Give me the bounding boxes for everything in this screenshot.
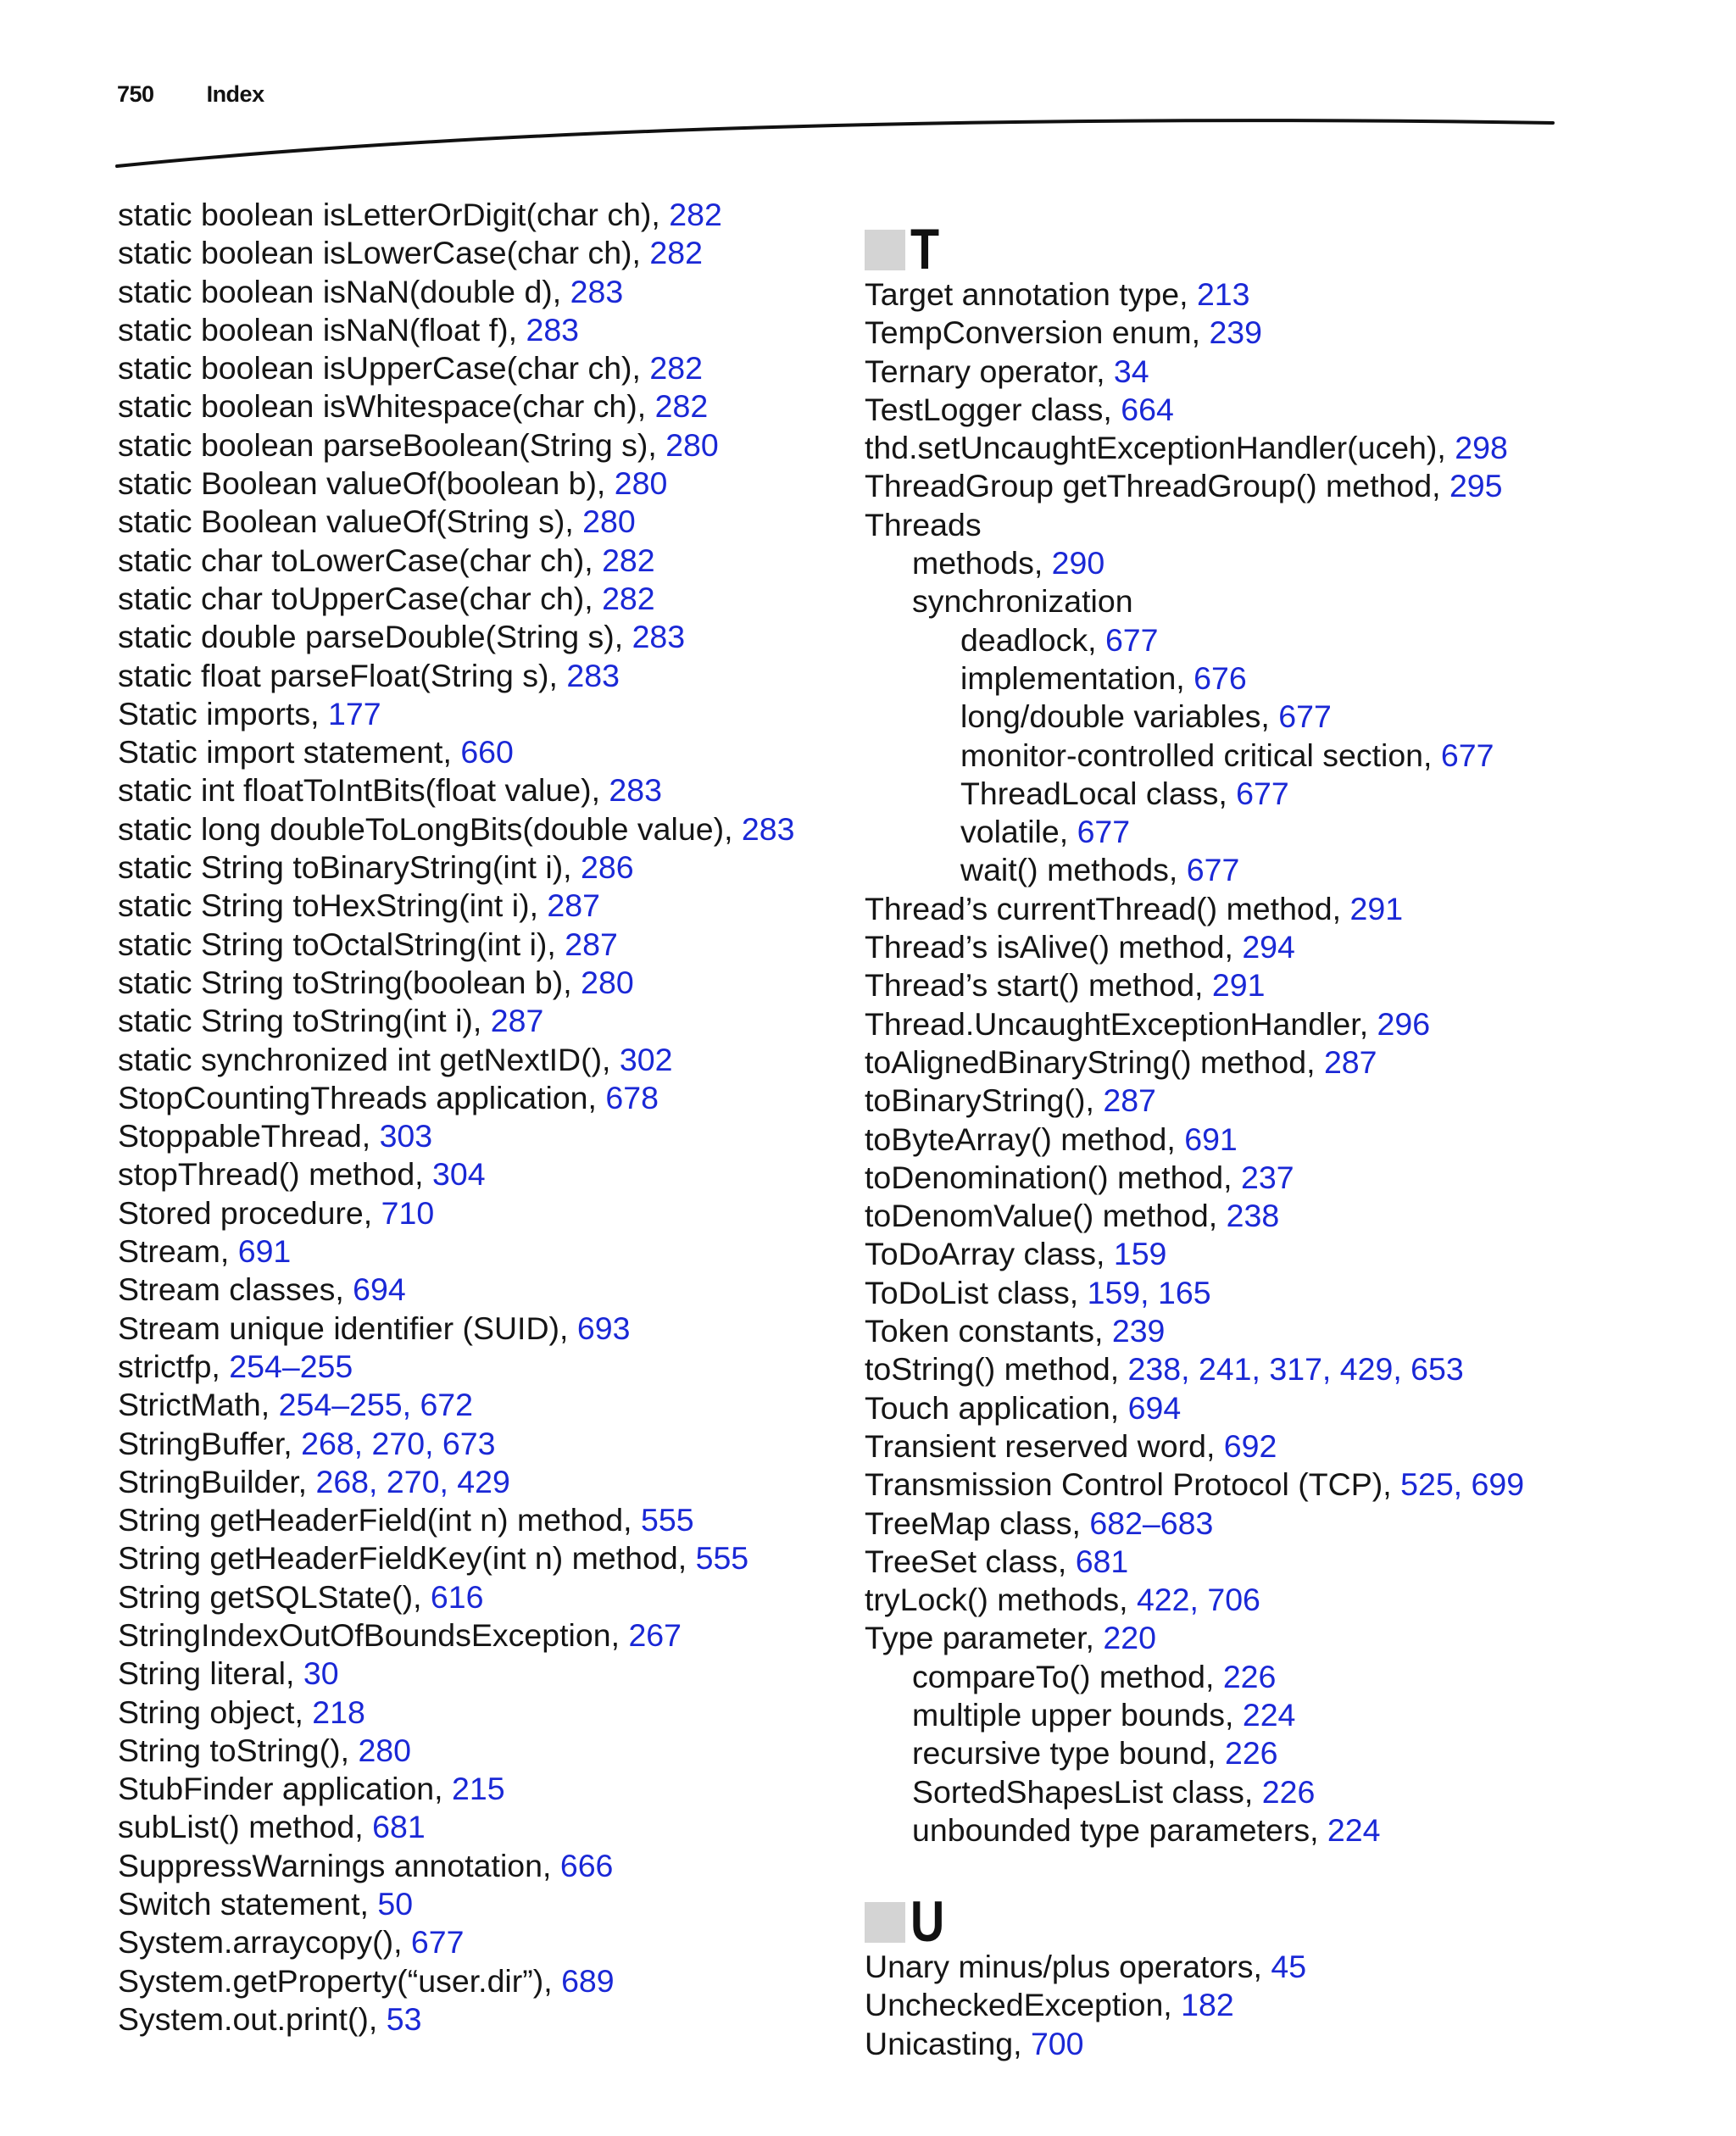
page-reference-link[interactable]: 53 [386, 2000, 422, 2037]
index-entry [118, 695, 847, 733]
index-term: SortedShapesList class, [912, 1773, 1262, 1810]
index-entry [865, 1466, 1628, 1504]
page-reference-link[interactable]: 268, 270, 673 [301, 1425, 496, 1461]
section-letter-u: U [910, 1889, 945, 1955]
index-term: TreeMap class, [865, 1505, 1090, 1541]
index-term: Thread’s currentThread() method, [865, 890, 1350, 926]
index-term: Static import statement, [118, 734, 461, 770]
page-reference-link[interactable]: 237 [1240, 1159, 1294, 1195]
page-reference-link[interactable]: 282 [649, 350, 703, 387]
index-entry [865, 1505, 1628, 1543]
index-entry [865, 621, 1628, 659]
index-term: wait() methods, [960, 852, 1187, 888]
index-entry [865, 1197, 1628, 1235]
page-reference-link[interactable]: 294 [1242, 929, 1295, 965]
index-entry [865, 1696, 1628, 1734]
index-entry [118, 1463, 847, 1501]
page-reference-link[interactable]: 282 [649, 235, 703, 271]
index-entry [118, 387, 847, 426]
page-reference-link[interactable]: 238 [1226, 1198, 1280, 1234]
index-entry [865, 890, 1628, 928]
page-reference-link[interactable]: 681 [1075, 1543, 1129, 1579]
index-entry [118, 1885, 847, 1923]
index-entry [118, 1847, 847, 1885]
index-entry [865, 1581, 1628, 1619]
index-term: subList() method, [118, 1809, 373, 1845]
index-column-right [865, 196, 1628, 2063]
page-reference-link[interactable]: 254–255 [229, 1348, 353, 1384]
index-term: long/double variables, [960, 698, 1279, 735]
page-reference-link[interactable]: 287 [490, 1003, 544, 1039]
page-reference-link[interactable]: 218 [312, 1694, 365, 1730]
page-reference-link[interactable]: 422, 706 [1136, 1582, 1260, 1618]
index-entry [118, 1425, 847, 1463]
page-reference-link[interactable]: 525, 699 [1400, 1466, 1525, 1503]
page-number: 750 [117, 81, 154, 107]
page-reference-link[interactable]: 693 [576, 1310, 631, 1346]
index-entry [865, 1773, 1628, 1811]
index-entry [118, 503, 847, 541]
page-reference-link[interactable]: 677 [410, 1924, 465, 1961]
index-entry [865, 1005, 1628, 1043]
page-reference-link[interactable]: 283 [741, 810, 795, 847]
index-term: static String toString(int i), [118, 1003, 491, 1039]
section-gap [865, 1850, 1628, 1873]
index-term: deadlock, [960, 621, 1105, 658]
index-entry [118, 848, 847, 887]
index-entry [118, 1962, 847, 2000]
page-reference-link[interactable]: 677 [1236, 775, 1289, 811]
index-entry [118, 311, 847, 349]
index-term: volatile, [960, 814, 1077, 850]
page-reference-link[interactable]: 692 [1223, 1427, 1277, 1464]
index-term: Unicasting, [865, 2025, 1031, 2061]
page-reference-link[interactable]: 691 [237, 1233, 292, 1270]
index-entry [118, 1310, 847, 1348]
index-term: ThreadLocal class, [960, 775, 1237, 811]
index-term: Ternary operator, [865, 353, 1114, 389]
page-reference-link[interactable]: 296 [1377, 1005, 1431, 1042]
index-entry [865, 353, 1628, 391]
index-entry [865, 582, 1628, 620]
index-entry [865, 1235, 1628, 1273]
index-term: methods, [912, 545, 1052, 581]
index-term: UncheckedException, [865, 1987, 1182, 2023]
index-term: Unary minus/plus operators, [865, 1949, 1271, 1985]
index-entry [865, 966, 1628, 1004]
index-entry [118, 273, 847, 311]
index-term: synchronization [912, 583, 1133, 620]
index-term: ToDoArray class, [865, 1236, 1114, 1272]
page-reference-link[interactable]: 283 [632, 619, 686, 655]
index-entry [118, 618, 847, 656]
index-entry [118, 1041, 847, 1079]
index-term: TestLogger class, [865, 391, 1121, 427]
page-reference-link[interactable]: 238, 241, 317, 429, 653 [1127, 1351, 1464, 1388]
index-term: static int floatToIntBits(float value), [118, 772, 609, 809]
page-reference-link[interactable]: 282 [602, 542, 655, 578]
section-title: Index [206, 81, 264, 107]
page-reference-link[interactable]: 213 [1196, 276, 1250, 312]
index-entry [865, 1159, 1628, 1197]
index-term: String getHeaderField(int n) method, [118, 1502, 641, 1538]
index-entry [865, 2025, 1628, 2063]
index-entry [865, 1986, 1628, 2024]
index-term: static Boolean valueOf(String s), [118, 503, 583, 540]
index-term: StringBuilder, [118, 1463, 316, 1499]
index-term: static Boolean valueOf(boolean b), [118, 465, 615, 502]
index-term: ThreadGroup getThreadGroup() method, [865, 468, 1449, 504]
page-reference-link[interactable]: 304 [432, 1156, 486, 1193]
index-term: static boolean isWhitespace(char ch), [118, 388, 655, 425]
index-entry [118, 771, 847, 809]
index-term: Switch statement, [118, 1886, 378, 1922]
page-reference-link[interactable]: 689 [561, 1962, 615, 1999]
page-reference-link[interactable]: 302 [619, 1041, 673, 1077]
index-entry [118, 1271, 847, 1309]
index-entry [118, 580, 847, 618]
page-reference-link[interactable]: 282 [602, 580, 655, 616]
index-entry [118, 1770, 847, 1808]
index-term: static double parseDouble(String s), [118, 619, 632, 655]
index-term: monitor-controlled critical section, [960, 737, 1441, 773]
index-term: Target annotation type, [865, 276, 1197, 312]
index-entry [865, 737, 1628, 775]
index-term: recursive type bound, [912, 1735, 1225, 1772]
index-entry [865, 275, 1628, 314]
index-entry [865, 928, 1628, 966]
index-term: StoppableThread, [118, 1118, 380, 1154]
page-reference-link[interactable]: 664 [1121, 391, 1174, 427]
index-term: toByteArray() method, [865, 1121, 1185, 1157]
index-entry [118, 887, 847, 925]
index-term: String literal, [118, 1655, 303, 1692]
index-term: thd.setUncaughtExceptionHandler(uceh), [865, 430, 1455, 466]
index-term: static boolean isNaN(float f), [118, 311, 526, 348]
page-reference-link[interactable]: 282 [669, 197, 722, 232]
index-term: Stream unique identifier (SUID), [118, 1310, 577, 1346]
page-reference-link[interactable]: 287 [547, 887, 600, 924]
index-entry [865, 1948, 1628, 1986]
index-entry [118, 810, 847, 848]
page-reference-link[interactable]: 177 [327, 695, 381, 731]
index-term: System.getProperty(“user.dir”), [118, 1962, 562, 1999]
index-entry [118, 1386, 847, 1424]
page-reference-link[interactable]: 700 [1030, 2025, 1084, 2061]
index-term: static boolean isUpperCase(char ch), [118, 350, 650, 387]
index-term: String toString(), [118, 1732, 359, 1768]
section-marker-box [865, 1902, 905, 1943]
index-term: compareTo() method, [912, 1658, 1223, 1694]
index-entry [118, 1348, 847, 1386]
index-term: static String toString(boolean b), [118, 964, 581, 1000]
index-entry [865, 1350, 1628, 1388]
index-entry [118, 1539, 847, 1577]
index-term: toString() method, [865, 1351, 1128, 1388]
index-term: static synchronized int getNextID(), [118, 1041, 620, 1077]
page-reference-link[interactable]: 290 [1051, 545, 1105, 581]
index-entry [865, 775, 1628, 813]
index-entry [865, 1043, 1628, 1082]
page-reference-link[interactable]: 159, 165 [1087, 1274, 1211, 1310]
index-term: String getHeaderFieldKey(int n) method, [118, 1540, 696, 1577]
page-reference-link[interactable]: 555 [640, 1502, 694, 1538]
page-reference-link[interactable]: 283 [609, 772, 662, 809]
page-reference-link[interactable]: 555 [695, 1540, 749, 1577]
index-entry [865, 1658, 1628, 1696]
index-term: Thread.UncaughtExceptionHandler, [865, 1005, 1377, 1042]
index-entry [865, 1427, 1628, 1466]
index-term: static char toLowerCase(char ch), [118, 542, 603, 578]
index-entry [118, 2000, 847, 2039]
page-reference-link[interactable]: 677 [1186, 852, 1240, 888]
page-reference-link[interactable]: 280 [614, 465, 668, 502]
index-entry [865, 1811, 1628, 1850]
index-entry [118, 1002, 847, 1040]
index-entry [865, 659, 1628, 698]
index-term: Thread’s isAlive() method, [865, 929, 1243, 965]
index-term: StubFinder application, [118, 1771, 452, 1807]
index-term: String object, [118, 1694, 313, 1730]
index-column-left [118, 196, 847, 2039]
page-reference-link[interactable]: 182 [1181, 1987, 1234, 2023]
index-entry [865, 813, 1628, 851]
index-entry [118, 1694, 847, 1732]
index-entry [118, 542, 847, 580]
index-entry [865, 1274, 1628, 1312]
index-term: static boolean isNaN(double d), [118, 273, 570, 309]
index-term: toDenomination() method, [865, 1159, 1241, 1195]
index-term: Thread’s start() method, [865, 967, 1212, 1004]
index-term: TreeSet class, [865, 1543, 1076, 1579]
index-term: static String toBinaryString(int i), [118, 849, 581, 886]
index-entry [118, 733, 847, 771]
page-reference-link[interactable]: 676 [1194, 659, 1247, 696]
page-reference-link[interactable]: 267 [628, 1616, 682, 1653]
index-entry [118, 1501, 847, 1539]
page-reference-link[interactable]: 226 [1224, 1735, 1278, 1772]
page-reference-link[interactable]: 660 [460, 734, 514, 770]
page-reference-link[interactable]: 30 [303, 1655, 339, 1692]
index-term: Static imports, [118, 695, 328, 731]
page-reference-link[interactable]: 254–255, 672 [278, 1387, 474, 1423]
page-reference-link[interactable]: 666 [559, 1847, 614, 1883]
index-entry [118, 1232, 847, 1271]
page-reference-link[interactable]: 224 [1327, 1811, 1381, 1848]
section-heading-t [865, 201, 1628, 281]
page-reference-link[interactable]: 677 [1278, 698, 1332, 735]
page-reference-link[interactable]: 226 [1261, 1773, 1316, 1810]
page-reference-link[interactable]: 677 [1440, 737, 1494, 773]
page-reference-link[interactable]: 298 [1455, 430, 1508, 466]
page-reference-link[interactable]: 286 [581, 849, 634, 886]
index-term: unbounded type parameters, [912, 1811, 1327, 1848]
index-term: implementation, [960, 659, 1194, 696]
index-entry [118, 1155, 847, 1193]
index-term: Type parameter, [865, 1620, 1104, 1656]
index-entry [865, 1082, 1628, 1120]
index-term: static String toOctalString(int i), [118, 926, 565, 962]
index-term: ToDoList class, [865, 1274, 1088, 1310]
index-entry [118, 1655, 847, 1693]
index-term: StringIndexOutOfBoundsException, [118, 1616, 629, 1653]
index-entry [865, 1543, 1628, 1581]
index-entry [865, 429, 1628, 467]
page-reference-link[interactable]: 215 [452, 1771, 505, 1807]
page-reference-link[interactable]: 283 [570, 273, 624, 309]
page-reference-link[interactable]: 280 [581, 964, 634, 1000]
page-reference-link[interactable]: 220 [1103, 1620, 1156, 1656]
index-entry [865, 1619, 1628, 1657]
page-reference-link[interactable]: 694 [1127, 1389, 1182, 1426]
page-reference-link[interactable]: 710 [381, 1194, 435, 1231]
index-entry [118, 1808, 847, 1846]
page-reference-link[interactable]: 291 [1349, 890, 1404, 926]
index-entry [118, 657, 847, 695]
page-reference-link[interactable]: 280 [358, 1732, 412, 1768]
index-term: strictfp, [118, 1348, 230, 1384]
index-term: Transmission Control Protocol (TCP), [865, 1466, 1401, 1503]
index-entry [118, 234, 847, 272]
index-term: Threads [865, 506, 982, 542]
page-reference-link[interactable]: 283 [526, 311, 580, 348]
page-reference-link[interactable]: 287 [1103, 1082, 1156, 1119]
index-term: static long doubleToLongBits(double value), [118, 810, 742, 847]
page-reference-link[interactable]: 45 [1271, 1949, 1307, 1985]
index-term: static String toHexString(int i), [118, 887, 548, 924]
index-term: String getSQLState(), [118, 1578, 431, 1615]
index-entry [865, 314, 1628, 352]
index-term: System.out.print(), [118, 2000, 387, 2037]
section-t-entries [865, 275, 1628, 1850]
page-reference-link[interactable]: 616 [430, 1578, 484, 1615]
index-term: Transient reserved word, [865, 1427, 1224, 1464]
index-entry [865, 851, 1628, 889]
page-reference-link[interactable]: 282 [654, 388, 709, 425]
page-reference-link[interactable]: 34 [1113, 353, 1149, 389]
index-entry [118, 1923, 847, 1961]
page-reference-link[interactable]: 239 [1111, 1313, 1166, 1349]
page-reference-link[interactable]: 682–683 [1089, 1505, 1214, 1541]
index-term: toBinaryString(), [865, 1082, 1104, 1119]
index-entry [865, 1312, 1628, 1350]
index-entry [118, 1578, 847, 1616]
index-entry [118, 1732, 847, 1770]
index-entry [865, 544, 1628, 582]
index-entry [118, 964, 847, 1002]
index-term: Stored procedure, [118, 1194, 381, 1231]
running-header [117, 81, 264, 108]
index-term: multiple upper bounds, [912, 1696, 1243, 1733]
index-term: static char toUpperCase(char ch), [118, 580, 603, 616]
page-reference-link[interactable]: 677 [1104, 621, 1159, 658]
index-term: tryLock() methods, [865, 1582, 1137, 1618]
page-reference-link[interactable]: 291 [1211, 967, 1266, 1004]
index-term: stopThread() method, [118, 1156, 433, 1193]
index-entry [865, 467, 1628, 505]
index-term: static boolean isLetterOrDigit(char ch), [118, 197, 670, 232]
index-entry [865, 1389, 1628, 1427]
index-entry [865, 1121, 1628, 1159]
index-entry [118, 1194, 847, 1232]
index-entry [118, 926, 847, 964]
section-heading-u [865, 1873, 1628, 1955]
page-reference-link[interactable]: 295 [1449, 468, 1503, 504]
page-reference-link[interactable]: 678 [605, 1079, 659, 1115]
index-term: StringBuffer, [118, 1425, 302, 1461]
index-entry [865, 1734, 1628, 1772]
page-reference-link[interactable]: 287 [565, 926, 618, 962]
page-reference-link[interactable]: 159 [1113, 1236, 1167, 1272]
index-entry [118, 426, 847, 464]
page-reference-link[interactable]: 268, 270, 429 [315, 1463, 510, 1499]
index-entry [118, 1117, 847, 1155]
index-entry [118, 464, 847, 503]
section-marker-box [865, 230, 905, 270]
page-reference-link[interactable]: 681 [372, 1809, 426, 1845]
page-reference-link[interactable]: 239 [1209, 314, 1263, 351]
index-entry [118, 1616, 847, 1655]
page-reference-link[interactable]: 50 [377, 1886, 414, 1922]
index-term: toAlignedBinaryString() method, [865, 1043, 1324, 1080]
section-u-entries [865, 1948, 1628, 2063]
index-entry [865, 506, 1628, 544]
index-entry [865, 698, 1628, 736]
index-entry [118, 349, 847, 387]
index-entry [118, 1079, 847, 1117]
index-entry [865, 391, 1628, 429]
index-term: static float parseFloat(String s), [118, 657, 567, 693]
index-term: StopCountingThreads application, [118, 1079, 606, 1115]
index-term: Stream, [118, 1233, 238, 1270]
page-reference-link[interactable]: 303 [379, 1118, 433, 1154]
index-term: Touch application, [865, 1389, 1128, 1426]
page-reference-link[interactable]: 283 [566, 657, 620, 693]
index-entry [118, 196, 847, 234]
page-reference-link[interactable]: 694 [353, 1271, 406, 1308]
index-term: TempConversion enum, [865, 314, 1210, 351]
page-reference-link[interactable]: 691 [1184, 1121, 1238, 1157]
page-reference-link[interactable]: 280 [582, 503, 636, 540]
index-term: System.arraycopy(), [118, 1924, 411, 1961]
section-letter-t: T [910, 217, 940, 281]
page-reference-link[interactable]: 287 [1323, 1043, 1377, 1080]
index-term: Stream classes, [118, 1271, 353, 1308]
page-reference-link[interactable]: 677 [1077, 814, 1131, 850]
page-reference-link[interactable]: 224 [1242, 1696, 1296, 1733]
index-term: static boolean isLowerCase(char ch), [118, 235, 650, 271]
page-reference-link[interactable]: 280 [665, 426, 719, 463]
page-reference-link[interactable]: 226 [1222, 1658, 1277, 1694]
index-term: Token constants, [865, 1313, 1112, 1349]
index-term: StrictMath, [118, 1387, 279, 1423]
index-term: toDenomValue() method, [865, 1198, 1227, 1234]
index-term: SuppressWarnings annotation, [118, 1847, 560, 1883]
index-term: static boolean parseBoolean(String s), [118, 426, 666, 463]
